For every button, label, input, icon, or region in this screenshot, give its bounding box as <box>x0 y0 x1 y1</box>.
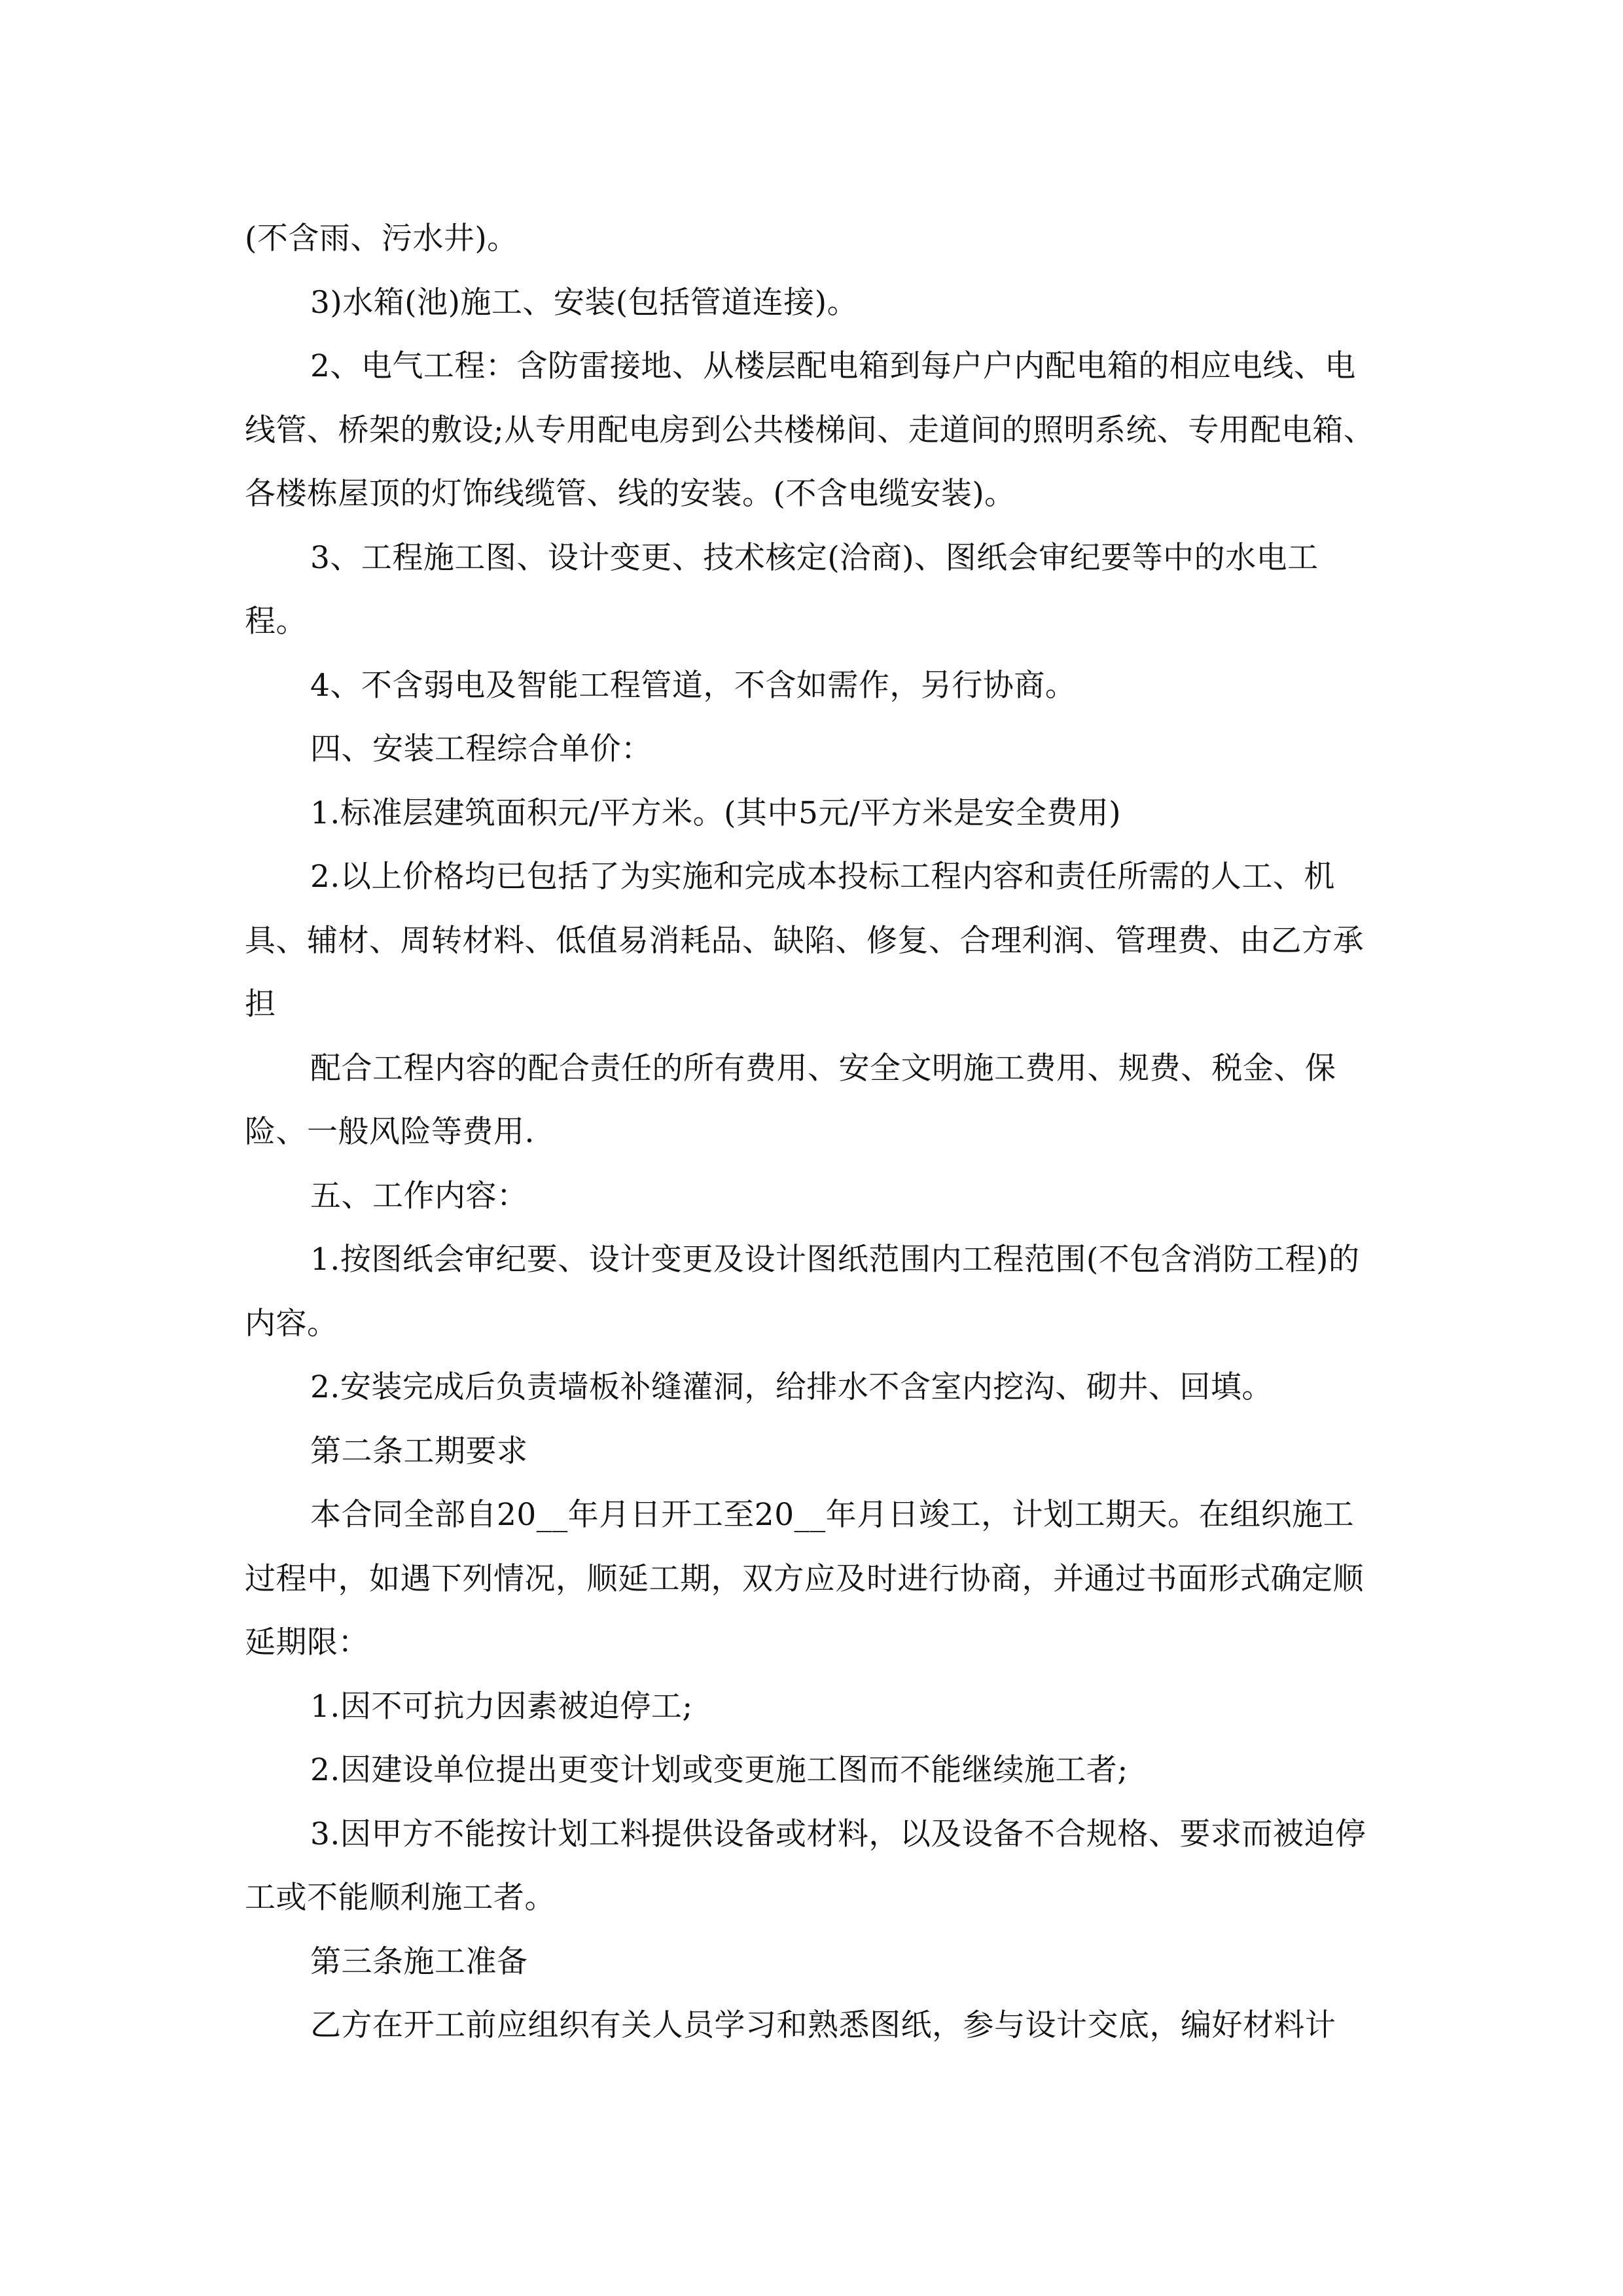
paragraph-standard-floor-price: 1.标准层建筑面积元/平方米。(其中5元/平方米是安全费用) <box>310 795 1122 831</box>
paragraph-exclusions: 4、不含弱电及智能工程管道，不含如需作，另行协商。 <box>310 667 1077 704</box>
paragraph-work-scope: 1.按图纸会审纪要、设计变更及设计图纸范围内工程范围(不包含消防工程)的内容。 <box>245 1242 1360 1342</box>
list-item-material-supply: 3.因甲方不能按计划工料提供设备或材料，以及设备不合规格、要求而被迫停工或不能顺利施工者。 <box>245 1816 1366 1916</box>
paragraph-preparation: 乙方在开工前应组织有关人员学习和熟悉图纸，参与设计交底，编好材料计 <box>310 2007 1336 2043</box>
list-item-plan-change: 2.因建设单位提出更变计划或变更施工图而不能继续施工者; <box>310 1752 1128 1788</box>
paragraph-water-tank: 3)水箱(池)施工、安装(包括管道连接)。 <box>310 284 859 321</box>
paragraph-price-inclusions: 2.以上价格均已包括了为实施和完成本投标工程内容和责任所需的人工、机具、辅材、周转材料、低值易消耗品、缺陷、修复、合理利润、管理费、由乙方承担 <box>245 859 1364 1022</box>
article-heading-preparation: 第三条施工准备 <box>310 1943 528 1980</box>
list-item-force-majeure: 1.因不可抗力因素被迫停工; <box>310 1688 693 1725</box>
section-heading-work-content: 五、工作内容： <box>310 1177 528 1214</box>
paragraph-cooperation-costs: 配合工程内容的配合责任的所有费用、安全文明施工费用、规费、税金、保险、一般风险等费用. <box>245 1050 1336 1150</box>
paragraph-electrical-works: 2、电气工程：含防雷接地、从楼层配电箱到每户户内配电箱的相应电线、电线管、桥架的敷设;从专用配电房到公共楼梯间、走道间的照明系统、专用配电箱、各楼栋屋顶的灯饰线缆管、线的安装。(不含电缆安装)。 <box>245 348 1375 512</box>
article-heading-schedule: 第二条工期要求 <box>310 1433 528 1469</box>
section-heading-unit-price: 四、安装工程综合单价： <box>310 731 652 767</box>
document-body <box>245 207 1378 2058</box>
paragraph-construction-drawings: 3、工程施工图、设计变更、技术核定(洽商)、图纸会审纪要等中的水电工程。 <box>245 539 1319 639</box>
paragraph-continuation: (不含雨、污水井)。 <box>245 221 518 257</box>
paragraph-schedule-terms: 本合同全部自20__年月日开工至20__年月日竣工，计划工期天。在组织施工过程中，如遇下列情况，顺延工期，双方应及时进行协商，并通过书面形式确定顺延期限： <box>245 1497 1364 1660</box>
paragraph-wall-repair: 2.安装完成后负责墙板补缝灌洞，给排水不含室内挖沟、砌井、回填。 <box>310 1369 1273 1405</box>
